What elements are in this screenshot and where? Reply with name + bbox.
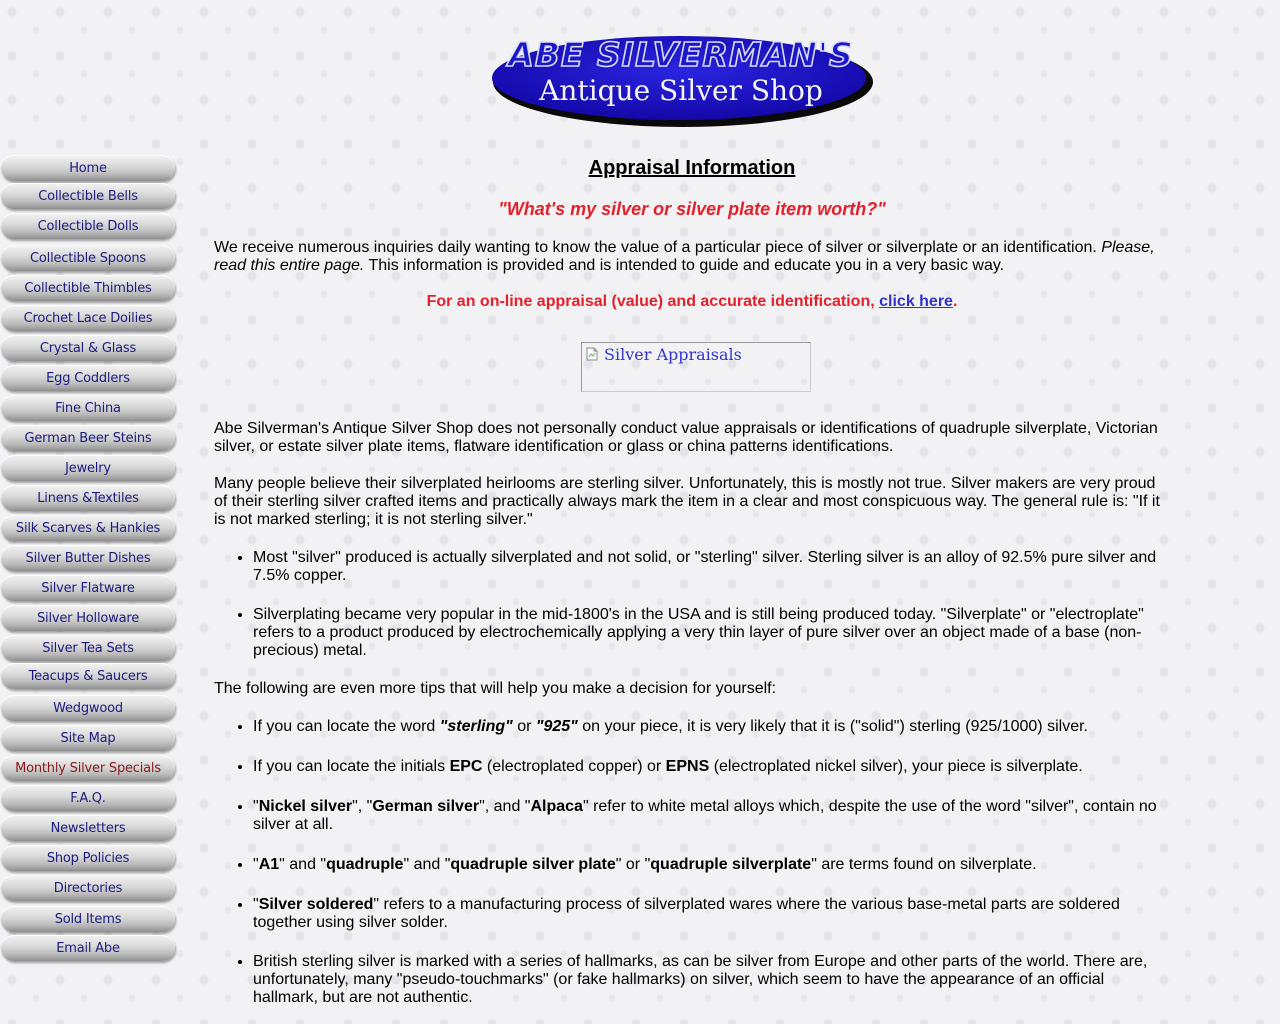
- online-appraisal-end: .: [952, 293, 958, 310]
- nav-shop-policies[interactable]: Shop Policies: [1, 845, 175, 871]
- list-item: • British sterling silver is marked with a series of hallmarks, as can be silver from Europe and other parts of the world. There are, unfortunately, many "pseudo-touchmarks" (or fake hallmarks) on silver, which seem to have the appearance of an official hallmark, but are not authentic.: [253, 953, 1170, 1007]
- nav-newsletters[interactable]: Newsletters: [1, 815, 175, 841]
- silver-facts-list: [214, 549, 1170, 660]
- list-item: [253, 798, 1170, 834]
- list-item: • Silverplating became very popular in the mid-1800's in the USA and is still being produced today. "Silverplate" or "electroplate" refers to a product produced by electrochemically applying a very thin layer of pure silver over an object made of a base (non-precious) metal.: [253, 606, 1170, 660]
- disclaimer-paragraph: Abe Silverman's Antique Silver Shop does not personally conduct value appraisals or identifications of quadruple silverplate, Victorian silver, or estate silver plate items, flatware identification or glass or china patterns identifications.: [214, 420, 1158, 455]
- list-item: [253, 896, 1170, 932]
- tip-term: Alpaca: [530, 798, 583, 815]
- tip-text: If you can locate the initials: [253, 758, 450, 775]
- tip-term: German silver: [372, 798, 480, 815]
- tip-term: EPNS: [665, 758, 710, 775]
- nav-home[interactable]: Home: [1, 155, 175, 181]
- nav-crochet-lace-doilies[interactable]: Crochet Lace Doilies: [1, 305, 175, 331]
- nav-teacups-saucers[interactable]: Teacups & Saucers: [1, 663, 175, 689]
- online-appraisal-text: For an on-line appraisal (value) and accurate identification,: [426, 293, 880, 310]
- nav-fine-china[interactable]: Fine China: [1, 395, 175, 421]
- page-title: Appraisal Information: [588, 157, 796, 179]
- nav-german-beer-steins[interactable]: German Beer Steins: [1, 425, 175, 451]
- nav-silk-scarves-hankies[interactable]: Silk Scarves & Hankies: [1, 515, 175, 541]
- nav-wedgwood[interactable]: Wedgwood: [1, 695, 175, 721]
- list-item: [253, 718, 1170, 736]
- tip-term: quadruple silver plate: [450, 856, 616, 873]
- tips-intro: The following are even more tips that will help you make a decision for yourself:: [214, 680, 777, 697]
- tip-text: " or ": [615, 856, 651, 873]
- tip-term: "sterling": [439, 718, 513, 735]
- tip-text: " and ": [403, 856, 451, 873]
- sterling-rule-paragraph: Many people believe their silverplated heirlooms are sterling silver. Unfortunately, this is mostly not true. Silver makers are very proud of their sterling silver crafted items and practically always mark the item in a clear and most conspicuous way. The general rule is: "If it is not marked sterling; it is not sterling silver.": [214, 475, 1160, 528]
- tip-text: ": [253, 798, 259, 815]
- online-appraisal-line: [214, 293, 1170, 311]
- nav-directories[interactable]: Directories: [1, 875, 175, 901]
- tip-text: " are terms found on silverplate.: [811, 856, 1037, 873]
- logo-line2: Antique Silver Shop: [539, 74, 823, 107]
- nav-monthly-silver-specials[interactable]: Monthly Silver Specials: [1, 755, 175, 781]
- nav-crystal-glass[interactable]: Crystal & Glass: [1, 335, 175, 361]
- tip-text: " refers to a manufacturing process of silverplated wares where the various base-metal parts are soldered together using silver solder.: [253, 896, 1120, 931]
- logo-graphic: [455, 22, 915, 134]
- site-logo[interactable]: [455, 22, 915, 134]
- nav-silver-holloware[interactable]: Silver Holloware: [1, 605, 175, 631]
- list-item: [253, 856, 1170, 874]
- nav-email-abe[interactable]: Email Abe: [1, 935, 175, 961]
- tip-text: " refer to white metal alloys which, despite the use of the word "silver", contain no silver at all.: [253, 798, 1157, 833]
- tips-list: [214, 718, 1170, 1007]
- tip-term: A1: [258, 856, 280, 873]
- nav-silver-tea-sets[interactable]: Silver Tea Sets: [1, 635, 175, 661]
- intro-text-c: This information is provided and is intended to guide and educate you in a very basic way.: [364, 257, 1005, 274]
- tip-term: quadruple: [326, 856, 404, 873]
- page-subtitle: "What's my silver or silver plate item worth?": [498, 199, 886, 219]
- tip-text: ": [253, 896, 259, 913]
- tip-text: ": [253, 856, 259, 873]
- tip-text: ", and ": [479, 798, 531, 815]
- intro-text-emphasis: Please, read this entire page.: [214, 239, 1155, 274]
- tip-term: Silver soldered: [258, 896, 374, 913]
- nav-jewelry[interactable]: Jewelry: [1, 455, 175, 481]
- nav-egg-coddlers[interactable]: Egg Coddlers: [1, 365, 175, 391]
- tip-term: "925": [535, 718, 578, 735]
- nav-silver-butter-dishes[interactable]: Silver Butter Dishes: [1, 545, 175, 571]
- tip-text: or: [512, 718, 536, 735]
- tip-text: (electroplated nickel silver), your piece is silverplate.: [709, 758, 1083, 775]
- nav-collectible-thimbles[interactable]: Collectible Thimbles: [1, 275, 175, 301]
- tip-text: " and ": [279, 856, 327, 873]
- silver-appraisals-alt-text: Silver Appraisals: [604, 345, 742, 364]
- tip-term: Nickel silver: [258, 798, 353, 815]
- logo-line1: ABE SILVERMAN'S: [508, 35, 854, 74]
- nav-collectible-bells[interactable]: Collectible Bells: [1, 183, 175, 209]
- broken-image-icon: [586, 347, 598, 361]
- nav-collectible-spoons[interactable]: Collectible Spoons: [1, 245, 175, 271]
- nav-sold-items[interactable]: Sold Items: [1, 906, 175, 932]
- intro-text-a: We receive numerous inquiries daily wanting to know the value of a particular piece of silver or silverplate or an identification.: [214, 239, 1102, 256]
- tip-text: (electroplated copper) or: [482, 758, 666, 775]
- silver-appraisals-image[interactable]: [581, 342, 811, 392]
- list-item: • Most "silver" produced is actually silverplated and not solid, or "sterling" silver. Sterling silver is an alloy of 92.5% pure silver and 7.5% copper.: [253, 549, 1170, 585]
- nav-site-map[interactable]: Site Map: [1, 725, 175, 751]
- nav-collectible-dolls[interactable]: Collectible Dolls: [1, 213, 175, 239]
- nav-faq[interactable]: F.A.Q.: [1, 785, 175, 811]
- tip-text: on your piece, it is very likely that it is ("solid") sterling (925/1000) silver.: [577, 718, 1088, 735]
- list-item: [253, 758, 1170, 776]
- intro-paragraph: [214, 239, 1170, 275]
- tip-term: EPC: [449, 758, 483, 775]
- nav-linens-textiles[interactable]: Linens &Textiles: [1, 485, 175, 511]
- tip-text: ", ": [352, 798, 373, 815]
- tip-term: quadruple silverplate: [650, 856, 812, 873]
- main-content: [214, 150, 1170, 1006]
- click-here-link[interactable]: click here: [879, 293, 953, 310]
- tip-text: If you can locate the word: [253, 718, 440, 735]
- nav-silver-flatware[interactable]: Silver Flatware: [1, 575, 175, 601]
